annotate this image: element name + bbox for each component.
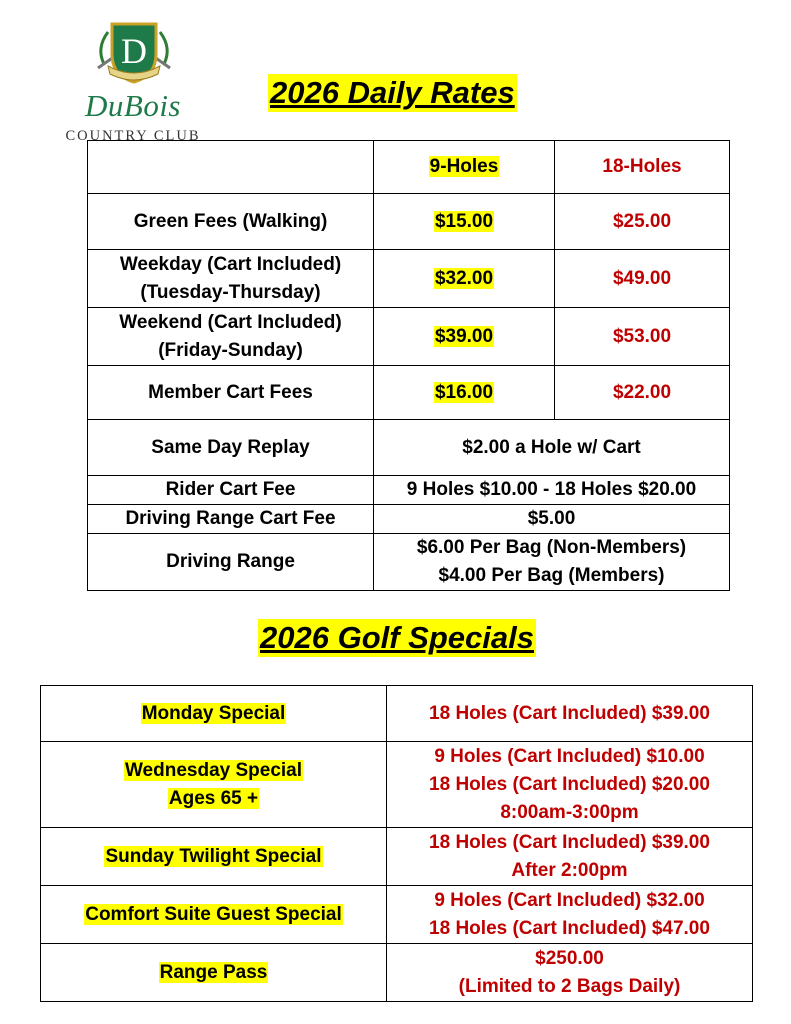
rate-label-line: (Tuesday-Thursday) [140,281,321,303]
special-label-line [45,901,382,929]
special-value-line: 18 Holes (Cart Included) $39.00 [429,831,710,853]
special-value [387,944,753,1002]
daily-rates-table [87,140,730,591]
special-label [41,828,387,886]
special-label [41,742,387,828]
special-label-line-highlight: Comfort Suite Guest Special [85,903,342,925]
rate-row [88,194,730,250]
rate-9-holes-value: $15.00 [434,210,494,232]
rate-18-holes: $49.00 [555,250,730,308]
special-label-line-highlight: Wednesday Special [124,759,303,781]
rates-header-18-holes: 18-Holes [555,141,730,194]
club-brand-name: DuBois [85,88,181,123]
rate-merged-row [88,534,730,591]
rate-9-holes-value: $16.00 [434,381,494,403]
rate-label-line: (Friday-Sunday) [158,339,303,361]
special-value-line: 9 Holes (Cart Included) $10.00 [434,745,705,767]
rate-merged-row [88,476,730,505]
rate-9-holes [374,250,555,308]
rate-value-line: $5.00 [527,508,576,529]
special-label-line [45,700,382,728]
rates-header-empty [88,141,374,194]
special-row [41,828,753,886]
golf-specials-title: 2026 Golf Specials [260,620,534,655]
club-logo [58,18,208,144]
rate-18-holes: $53.00 [555,308,730,366]
special-label-line-highlight: Monday Special [141,702,286,724]
special-label-line-highlight: Ages 65 + [168,787,259,809]
rate-18-holes: $22.00 [555,366,730,420]
rate-18-holes: $25.00 [555,194,730,250]
rate-label: Rider Cart Fee [88,476,374,505]
special-label [41,944,387,1002]
rate-value [374,420,730,476]
special-value [387,742,753,828]
daily-rates-title: 2026 Daily Rates [270,75,515,110]
special-label-line [45,843,382,871]
special-label-line [45,959,382,987]
rate-value-line: $6.00 Per Bag (Non-Members) [416,537,687,558]
rate-row [88,308,730,366]
special-value [387,828,753,886]
special-row [41,886,753,944]
rate-label-line: Weekday (Cart Included) [119,253,342,275]
rate-value [374,534,730,591]
rate-label [88,308,374,366]
special-row [41,742,753,828]
special-row [41,686,753,742]
special-value [387,686,753,742]
rate-value [374,505,730,534]
special-label-line-highlight: Sunday Twilight Special [105,845,322,867]
special-row [41,944,753,1002]
special-value-line: After 2:00pm [511,859,628,881]
special-value-line: $250.00 [535,947,604,969]
special-value [387,886,753,944]
special-label-line-highlight: Range Pass [159,961,268,983]
rate-label-line: Weekend (Cart Included) [119,311,342,333]
rates-header-9-holes [374,141,555,194]
crest-monogram: D [121,31,147,71]
rate-row [88,366,730,420]
rate-label: Driving Range Cart Fee [88,505,374,534]
golf-specials-body [41,686,753,1002]
special-value-line: 18 Holes (Cart Included) $47.00 [429,917,710,939]
rate-9-holes-value: $39.00 [434,325,494,347]
special-value-line: 18 Holes (Cart Included) $20.00 [429,773,710,795]
rate-9-holes [374,194,555,250]
rate-label-line: Green Fees (Walking) [133,210,328,232]
club-crest-icon [94,18,174,98]
special-value-line: 9 Holes (Cart Included) $32.00 [434,889,705,911]
rate-value-line: $2.00 a Hole w/ Cart [462,436,641,458]
rate-label [88,194,374,250]
special-label [41,886,387,944]
special-label [41,686,387,742]
rate-row [88,250,730,308]
rate-merged-row [88,420,730,476]
special-value-line: 8:00am-3:00pm [500,801,639,823]
rate-value [374,476,730,505]
rate-9-holes [374,308,555,366]
rate-label-line: Member Cart Fees [148,381,313,403]
rate-value-line: $4.00 Per Bag (Members) [438,565,665,586]
rate-label: Driving Range [88,534,374,591]
rate-9-holes [374,366,555,420]
special-value-line: (Limited to 2 Bags Daily) [458,975,681,997]
rate-label [88,250,374,308]
rates-header-row [88,141,730,194]
special-label-line [45,785,382,813]
rate-label: Same Day Replay [88,420,374,476]
rate-value-line: 9 Holes $10.00 - 18 Holes $20.00 [406,479,697,500]
rate-label [88,366,374,420]
golf-specials-table [40,685,753,1002]
club-subtitle: COUNTRY CLUB [65,128,201,144]
special-value-line: 18 Holes (Cart Included) $39.00 [429,702,710,724]
header-9-holes-label: 9-Holes [429,156,499,177]
daily-rates-body [88,141,730,591]
rate-merged-row [88,505,730,534]
rate-9-holes-value: $32.00 [434,267,494,289]
special-label-line [45,757,382,785]
